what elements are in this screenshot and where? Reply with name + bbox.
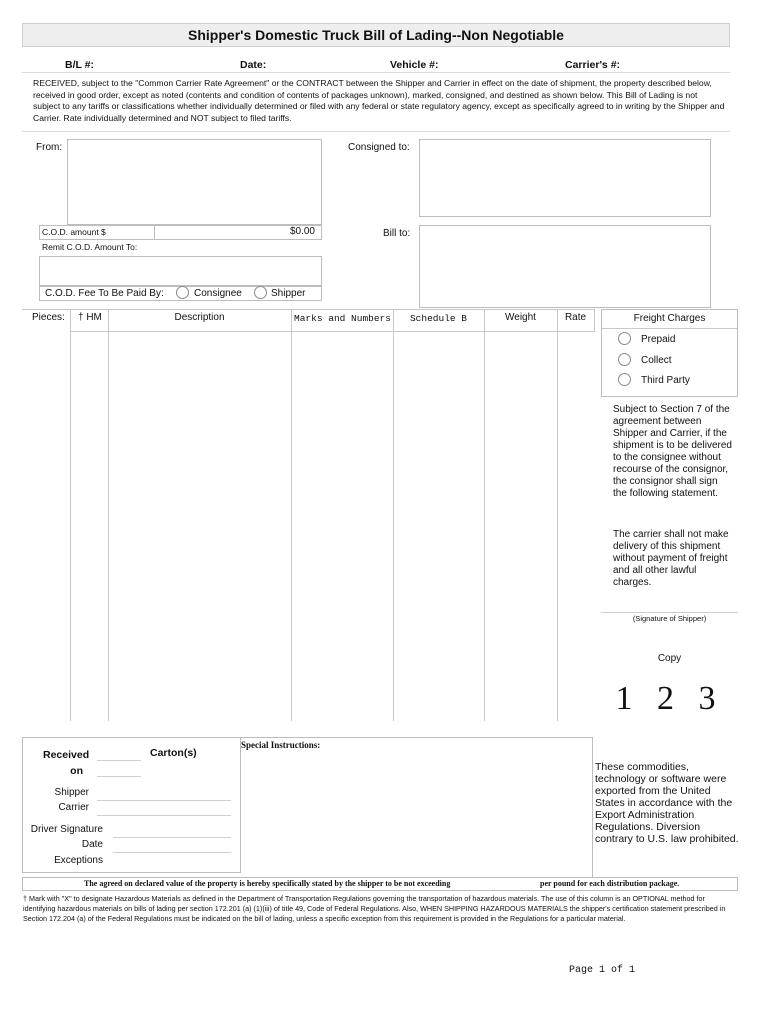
date-label: Date:: [240, 59, 267, 71]
cod-amount-row: [39, 225, 322, 240]
cod-amount-field[interactable]: $0.00: [289, 226, 315, 237]
remit-cod-field[interactable]: [39, 256, 322, 286]
third-party-radio[interactable]: [618, 373, 631, 386]
section-7-statement: Subject to Section 7 of the agreement between Shipper and Carrier, if the shipment is to be delivered to the consignee without recourse of the consignor, the consignor shall sign the following statement.: [613, 404, 732, 499]
carrier-field[interactable]: [97, 815, 231, 816]
page-number: Page 1 of 1: [569, 965, 636, 976]
receipt-box: [22, 737, 241, 873]
freight-charges-title: Freight Charges: [633, 313, 706, 324]
bill-to-field[interactable]: [419, 225, 711, 308]
collect-radio[interactable]: [618, 353, 631, 366]
title-bar: [22, 23, 730, 47]
export-statement: These commodities, technology or software were exported from the United States in accordance with the Export Administration Regulations. Diversion contrary to U.S. law prohibited.: [595, 761, 739, 845]
declared-value-text: The agreed on declared value of the property is hereby specifically stated by the shipper to be not exceeding: [84, 879, 451, 888]
consigned-to-field[interactable]: [419, 139, 711, 217]
from-field[interactable]: [67, 139, 322, 225]
divider: [22, 72, 730, 73]
third-party-option-label: Third Party: [641, 375, 690, 386]
hazmat-footnote: † Mark with "X" to designate Hazardous Materials as defined in the Department of Transportation Regulations governing the transportation of hazardous materials. The use of this column is an OPTIONAL method for identifying hazardous materials on bills of lading per section 172.201 (a) (1)(iii) of title 49, Code of Federal Regulations. Also, WHEN SHIPPING HAZARDOUS MATERIALS the shipper's certification statement prescribed in Section 172.204 (a) of the Federal Regulations must be indicated on the bill of lading, unless a specific exception from this requirement is provided in the Regulations for a particular material.: [23, 894, 726, 923]
shipper-option-label: Shipper: [271, 288, 306, 299]
column-divider: [108, 309, 109, 721]
column-divider: [393, 309, 394, 721]
column-divider: [557, 309, 558, 721]
shipper-field[interactable]: [97, 800, 231, 801]
freight-charges-box: [601, 309, 738, 397]
special-instructions-box[interactable]: [241, 737, 593, 877]
page-title: Shipper's Domestic Truck Bill of Lading--Non Negotiable: [188, 27, 564, 43]
cod-fee-row: [39, 286, 322, 301]
weight-header: Weight: [505, 312, 536, 323]
consignee-radio[interactable]: [176, 286, 189, 299]
remit-cod-label: Remit C.O.D. Amount To:: [42, 242, 138, 252]
column-divider: [291, 309, 292, 721]
marks-numbers-header: Marks and Numbers: [294, 313, 391, 324]
declared-value-row: [22, 877, 738, 891]
bl-number-label: B/L #:: [65, 59, 94, 71]
shipper-radio[interactable]: [254, 286, 267, 299]
hazmat-header: † HM: [78, 312, 102, 323]
table-header-border: [70, 331, 595, 332]
items-table: [22, 309, 595, 721]
bill-to-label: Bill to:: [383, 228, 411, 239]
special-instructions-label: Special Instructions:: [241, 740, 321, 750]
from-label: From:: [36, 142, 63, 153]
vehicle-number-label: Vehicle #:: [390, 59, 439, 71]
column-divider: [70, 309, 71, 721]
declared-value-suffix: per pound for each distribution package.: [540, 879, 680, 888]
received-terms-paragraph: RECEIVED, subject to the "Common Carrier Rate Agreement" or the CONTRACT between the Shipper and Carrier in effect on the date of shipment, the property described below, received in good order, except as noted (contents and condition of contents of packages unknown), marked, consigned, and destined as shown below. This Bill of Lading is not subject to any tariffs or classifications whether individually determined or filed with any federal or state regulatory agency, except as specifically agreed to in writing by the Shipper and Carrier. Rate individually determined and NOT subject to filed tariffs.: [33, 78, 725, 123]
column-divider: [594, 309, 595, 331]
column-divider: [484, 309, 485, 721]
date-received-label: Date: [81, 839, 103, 850]
no-delivery-statement: The carrier shall not make delivery of this shipment without payment of freight and all other lawful charges.: [613, 529, 729, 588]
description-header: Description: [174, 312, 225, 323]
cod-amount-label: C.O.D. amount $: [42, 227, 106, 237]
carrier-number-label: Carrier's #:: [565, 59, 621, 71]
copy-label: Copy: [657, 653, 682, 664]
rate-header: Rate: [564, 312, 587, 323]
exceptions-label: Exceptions: [54, 855, 103, 866]
divider: [602, 328, 737, 329]
pieces-header: Pieces:: [32, 312, 65, 323]
divider: [154, 226, 155, 239]
divider: [22, 131, 730, 132]
prepaid-option-label: Prepaid: [641, 334, 676, 345]
copy-numbers: 1 2 3: [615, 680, 724, 717]
consignee-option-label: Consignee: [194, 288, 242, 299]
cod-fee-label: C.O.D. Fee To Be Paid By:: [45, 288, 164, 299]
schedule-b-header: Schedule B: [409, 313, 467, 324]
received-on-field[interactable]: [97, 776, 141, 777]
shipper-carrier-label: Shipper Carrier: [54, 787, 89, 813]
received-field[interactable]: [97, 760, 141, 761]
collect-option-label: Collect: [641, 355, 672, 366]
shipper-signature-field[interactable]: [601, 612, 738, 613]
received-on-label: Received on: [43, 749, 90, 777]
driver-signature-field[interactable]: [113, 837, 231, 838]
cartons-label: Carton(s): [150, 747, 197, 759]
shipper-signature-label: (Signature of Shipper): [632, 614, 707, 623]
date-received-field[interactable]: [113, 852, 231, 853]
consigned-to-label: Consigned to:: [348, 142, 410, 153]
driver-signature-label: Driver Signature: [30, 824, 103, 835]
prepaid-radio[interactable]: [618, 332, 631, 345]
